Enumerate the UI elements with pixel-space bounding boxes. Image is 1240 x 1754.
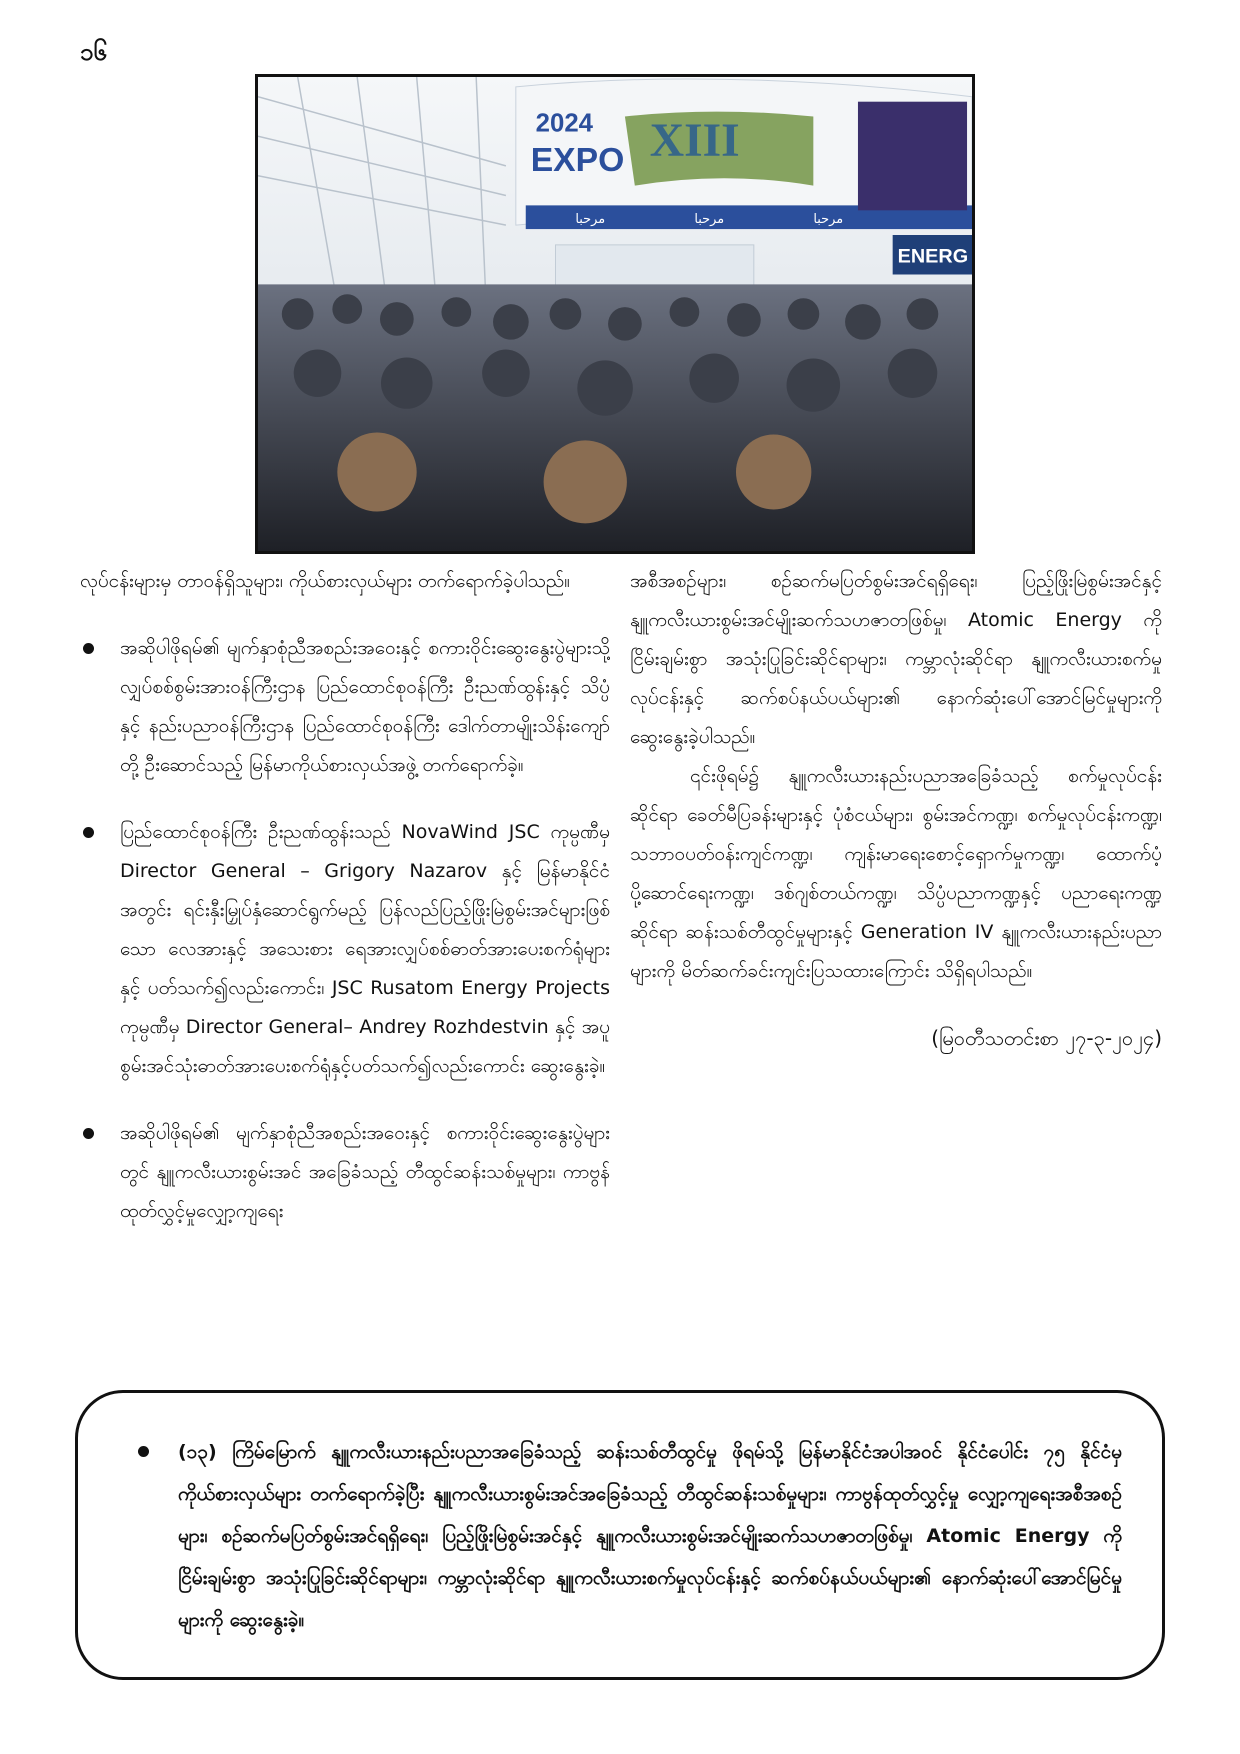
summary-text: (၁၃) ကြိမ်မြောက် နျူကလီးယားနည်းပညာအခြေခံသည့် ဆန်းသစ်တီထွင်မှု ဖိုရမ်သို့ မြန်မာနိုင်ငံအပါအဝင် နိုင်ငံပေါင်း ၇၅ နိုင်ငံမှ ကိုယ်စားလှယ်များ တက်ရောက်ခဲ့ပြီး နျူကလီးယားစွမ်းအင်အခြေခံသည့် တီထွင်ဆန်းသစ်မှုများ၊ ကာဗွန်ထုတ်လွှင့်မှု လျှော့ကျရေးအစီအစဉ်များ၊ စဉ်ဆက်မပြတ်စွမ်းအင်ရရှိရေး၊ ပြည့်ဖြိုးမြဲစွမ်းအင်နှင့် နျူကလီးယားစွမ်းအင်မျိုးဆက်သဟဇာတဖြစ်မှု၊ Atomic Energy ကို ငြိမ်းချမ်းစွာ အသုံးပြုခြင်းဆိုင်ရာများ၊ ကမ္ဘာလုံးဆိုင်ရာ နျူကလီးယားစက်မှုလုပ်ငန်းနှင့် ဆက်စပ်နယ်ပယ်များ၏ နောက်ဆုံးပေါ်အောင်မြင်မှုများကို ဆွေးနွေးခဲ့။ (138, 1431, 1122, 1641)
energy-label: ENERG (897, 245, 969, 268)
expo-hall-illustration (258, 77, 972, 551)
summary-box (75, 1390, 1165, 1680)
forum-paragraph: ၎င်းဖိုရမ်၌ နျူကလီးယားနည်းပညာအခြေခံသည့် စက်မှုလုပ်ငန်းဆိုင်ရာ ခေတ်မီပြခန်းများနှင့် ပုံစံငယ်များ၊ စွမ်းအင်ကဏ္ဍ၊ စက်မှုလုပ်ငန်းကဏ္ဍ၊ သဘာဝပတ်ဝန်းကျင်ကဏ္ဍ၊ ကျန်းမာရေးစောင့်ရှောက်မှုကဏ္ဍ၊ ထောက်ပံ့ပို့ဆောင်ရေးကဏ္ဍ၊ ဒစ်ဂျစ်တယ်ကဏ္ဍ၊ သိပ္ပံပညာကဏ္ဍနှင့် ပညာရေးကဏ္ဍဆိုင်ရာ ဆန်းသစ်တီထွင်မှုများနှင့် Generation IV နျူကလီးယားနည်းပညာများကို မိတ်ဆက်ခင်းကျင်းပြသထားကြောင်း သိရှိရပါသည်။ (630, 765, 1162, 982)
banner-roman: XIII (649, 115, 740, 167)
right-continuation: အစီအစဉ်များ၊ စဉ်ဆက်မပြတ်စွမ်းအင်ရရှိရေး၊ ပြည့်ဖြိုးမြဲစွမ်းအင်နှင့် နျူကလီးယားစွမ်းအင်မျိုးဆက်သဟဇာတဖြစ်မှု၊ Atomic Energy ကို ငြိမ်းချမ်းစွာ အသုံးပြုခြင်းဆိုင်ရာများ၊ ကမ္ဘာလုံးဆိုင်ရာ နျူကလီးယားစက်မှုလုပ်ငန်းနှင့် ဆက်စပ်နယ်ပယ်များ၏ နောက်ဆုံးပေါ်အောင်မြင်မှုများကို ဆွေးနွေးခဲ့ပါသည်။ (630, 570, 1162, 748)
banner-year: 2024 (535, 109, 594, 138)
bullet-item: ပြည်ထောင်စုဝန်ကြီး ဦးညဏ်ထွန်းသည် NovaWind JSC ကုမ္ပဏီမှ Director General – Grigory Nazarov နှင့် မြန်မာနိုင်ငံအတွင်း ရင်းနှီးမြှုပ်နှံဆောင်ရွက်မည့် ပြန်လည်ပြည့်ဖြိုးမြဲစွမ်းအင်များဖြစ်သော လေအားနှင့် အသေးစား ရေအားလျှပ်စစ်ဓာတ်အားပေးစက်ရုံများနှင့် ပတ်သက်၍လည်းကောင်း၊ JSC Rusatom Energy Projects ကုမ္ပဏီမှ Director General– Andrey Rozhdestvin နှင့် အပူစွမ်းအင်သုံးဓာတ်အားပေးစက်ရုံနှင့်ပတ်သက်၍လည်းကောင်း ဆွေးနွေးခဲ့။ (80, 813, 610, 1086)
ribbon-text-2: مرحبا (694, 212, 725, 228)
bullet-item: အဆိုပါဖိုရမ်၏ မျက်နှာစုံညီအစည်းအဝေးနှင့် စကားဝိုင်းဆွေးနွေးပွဲများတွင် နျူကလီးယားစွမ်းအင် အခြေခံသည့် တီထွင်ဆန်းသစ်မှုများ၊ ကာဗွန်ထုတ်လွှင့်မှုလျှော့ကျရေး (80, 1114, 610, 1231)
source-citation: (မြဝတီသတင်းစာ ၂၇-၃-၂၀၂၄) (931, 1026, 1162, 1050)
expo-photo (255, 74, 975, 554)
ribbon-text-3: مرحبا (813, 212, 844, 228)
page-number: ၁၆ (80, 38, 107, 66)
banner-expo: EXPO (530, 141, 625, 179)
ribbon-text-1: مرحبا (575, 212, 606, 228)
left-column (80, 562, 610, 1231)
right-column (630, 562, 1162, 1058)
side-screen (858, 102, 967, 211)
left-continuation: လုပ်ငန်းများမှ တာဝန်ရှိသူများ၊ ကိုယ်စားလှယ်များ တက်ရောက်ခဲ့ပါသည်။ (80, 570, 571, 592)
bullet-item: အဆိုပါဖိုရမ်၏ မျက်နှာစုံညီအစည်းအဝေးနှင့် စကားဝိုင်းဆွေးနွေးပွဲများသို့ လျှပ်စစ်စွမ်းအားဝန်ကြီးဌာန ပြည်ထောင်စုဝန်ကြီး ဦးညဏ်ထွန်းနှင့် သိပ္ပံနှင့် နည်းပညာဝန်ကြီးဌာန ပြည်ထောင်စုဝန်ကြီး ဒေါက်တာမျိုးသိန်းကျော်တို့ ဦးဆောင်သည့် မြန်မာကိုယ်စားလှယ်အဖွဲ့ တက်ရောက်ခဲ့။ (80, 629, 610, 785)
